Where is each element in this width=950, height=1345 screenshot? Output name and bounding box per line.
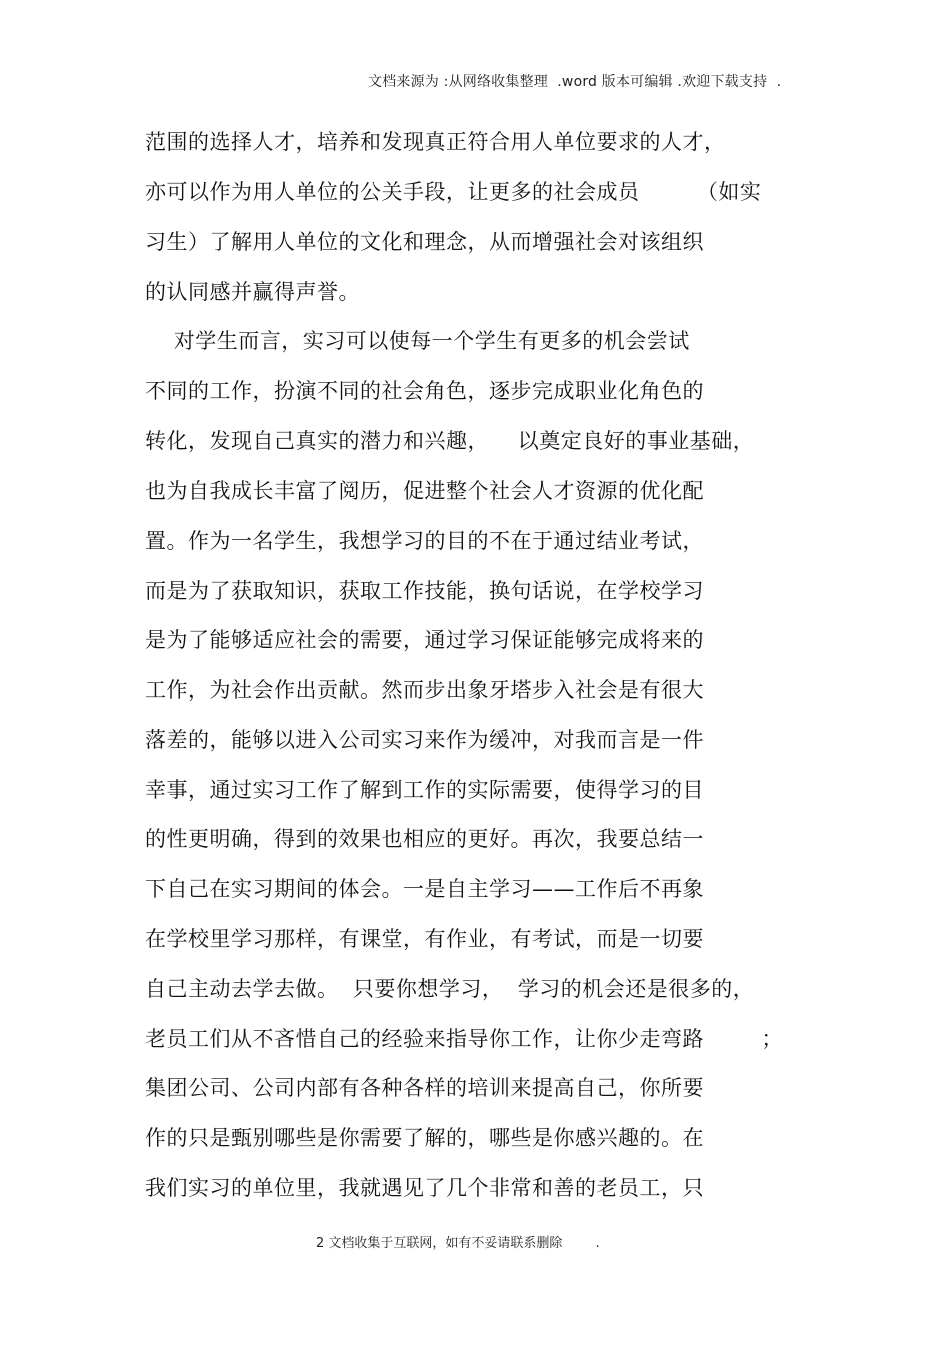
- text-line: 我们实习的单位里，我就遇见了几个非常和善的老员工，只: [145, 1176, 704, 1200]
- text-line: 幸事，通过实习工作了解到工作的实际需要，使得学习的目: [145, 778, 704, 802]
- text-line: 而是为了获取知识，获取工作技能，换句话说，在学校学习: [145, 579, 704, 603]
- text-line: 转化，发现自己真实的潜力和兴趣， 以奠定良好的事业基础，: [145, 429, 755, 453]
- text-line: 的性更明确，得到的效果也相应的更好。再次，我要总结一: [145, 827, 704, 851]
- text-line: 落差的，能够以进入公司实习来作为缓冲，对我而言是一件: [145, 728, 704, 752]
- text-line: 不同的工作，扮演不同的社会角色，逐步完成职业化角色的: [145, 379, 704, 403]
- text-line: 的认同感并赢得声誉。: [145, 280, 360, 304]
- text-line: 对学生而言，实习可以使每一个学生有更多的机会尝试: [145, 329, 690, 353]
- text-line: 下自己在实习期间的体会。一是自主学习——工作后不再象: [145, 877, 704, 901]
- text-line: 习生）了解用人单位的文化和理念，从而增强社会对该组织: [145, 230, 704, 254]
- text-line: 范围的选择人才，培养和发现真正符合用人单位要求的人才，: [145, 130, 726, 154]
- text-line: 作的只是甄别哪些是你需要了解的，哪些是你感兴趣的。在: [145, 1126, 704, 1150]
- text-line: 亦可以作为用人单位的公关手段，让更多的社会成员 （如实: [145, 180, 762, 204]
- text-line: 置。作为一名学生，我想学习的目的不在于通过结业考试，: [145, 529, 704, 553]
- page-footer: 2 文档收集于互联网，如有不妥请联系删除 .: [316, 1236, 600, 1251]
- text-line: 工作，为社会作出贡献。然而步出象牙塔步入社会是有很大: [145, 678, 704, 702]
- text-line: 集团公司、公司内部有各种各样的培训来提高自己，你所要: [145, 1076, 704, 1100]
- text-line: 在学校里学习那样，有课堂，有作业，有考试，而是一切要: [145, 927, 704, 951]
- page-header: 文档来源为 :从网络收集整理 .word 版本可编辑 .欢迎下载支持 .: [368, 74, 782, 90]
- text-line: 是为了能够适应社会的需要，通过学习保证能够完成将来的: [145, 628, 704, 652]
- text-line: 自己主动去学去做。 只要你想学习， 学习的机会还是很多的，: [145, 977, 755, 1001]
- text-line: 也为自我成长丰富了阅历，促进整个社会人才资源的优化配: [145, 479, 704, 503]
- text-line: 老员工们从不吝惜自己的经验来指导你工作，让你少走弯路 ；: [145, 1027, 783, 1051]
